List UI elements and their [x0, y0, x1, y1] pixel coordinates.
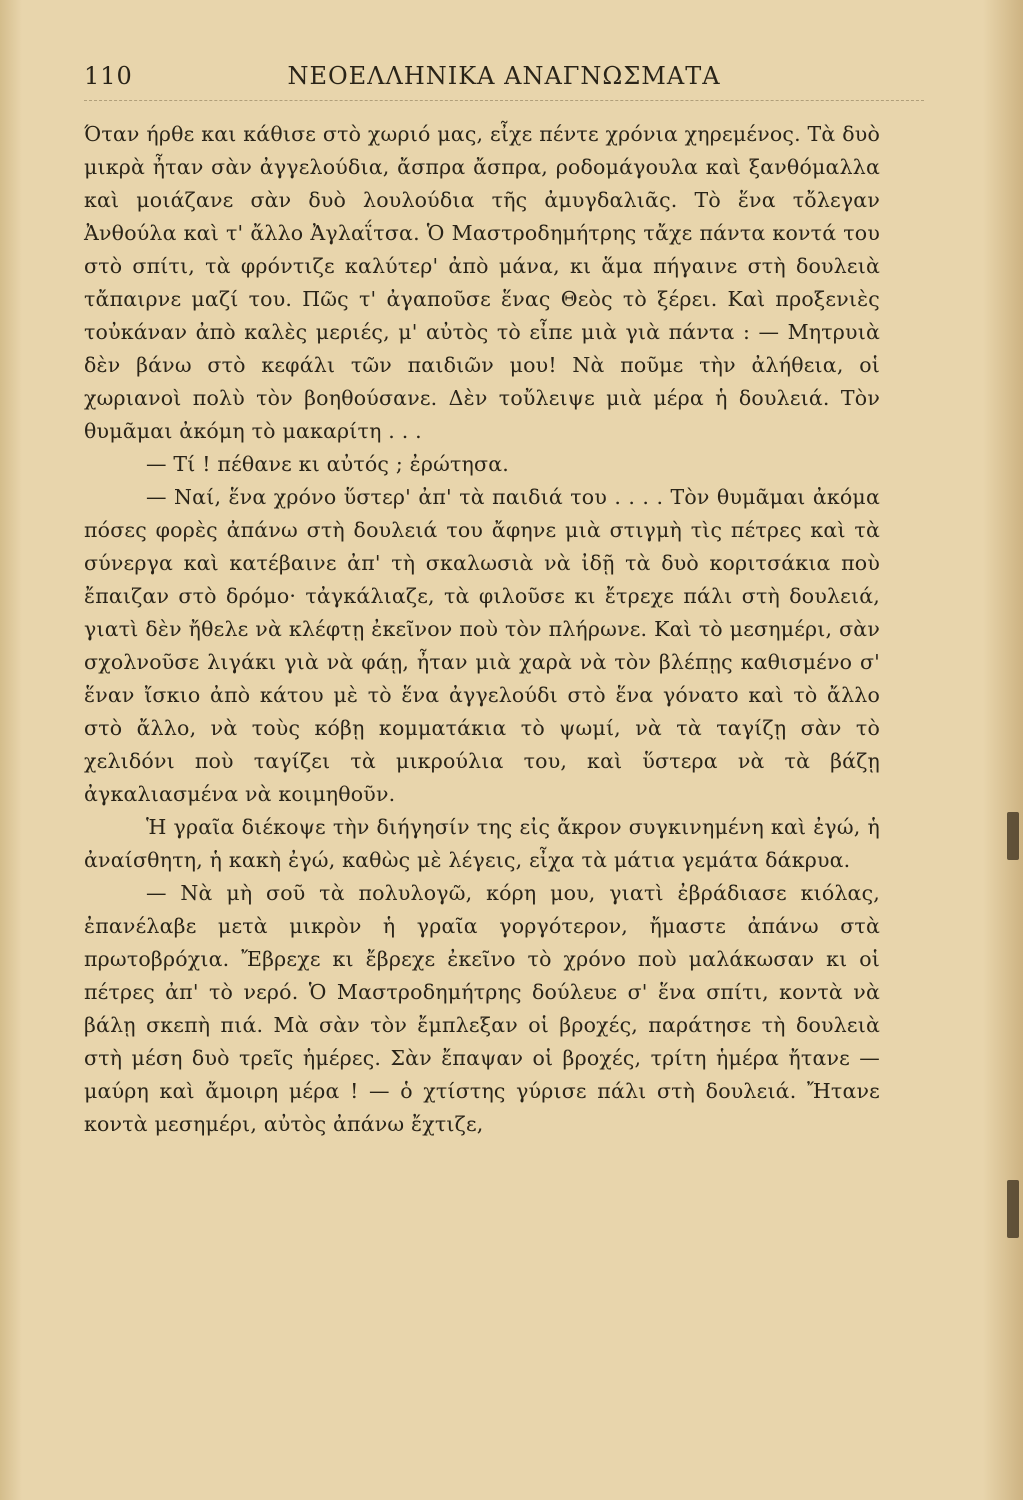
page-gutter-shadow [0, 0, 22, 1500]
header-rule [84, 100, 924, 101]
dialogue-paragraph: — Νὰ μὴ σοῦ τὰ πολυλογῶ, κόρη μου, γιατὶ ἐβράδιασε κιόλας, ἐπανέλαβε μετὰ μικρὸν ἡ γραῖα γοργότερον, ἤμαστε ἀπάνω στὰ πρωτοβρόχια. Ἔβρεχε κι ἔβρεχε ἐκεῖνο τὸ χρόνο ποὺ μαλάκωσαν κι οἱ πέτρες ἀπ' τὸ νερό. Ὁ Μαστροδημήτρης δούλευε σ' ἕνα σπίτι, κοντὰ νὰ βάλῃ σκεπὴ πιά. Μὰ σὰν τὸν ἔμπλεξαν οἱ βροχές, παράτησε τὴ δουλειὰ στὴ μέση δυὸ τρεῖς ἡμέρες. Σὰν ἔπαψαν οἱ βροχές, τρίτη ἡμέρα ἤτανε — μαύρη καὶ ἄμοιρη μέρα ! — ὁ χτίστης γύρισε πάλι στὴ δουλειά. Ἤτανε κοντὰ μεσημέρι, αὐτὸς ἀπάνω ἔχτιζε, [84, 881, 880, 1136]
page-number: 110 [84, 62, 133, 90]
page-header [84, 62, 924, 100]
body-text [84, 118, 880, 1141]
dialogue-line: — Τί ! πέθανε κι αὐτός ; ἐρώτησα. [146, 452, 509, 476]
page-edge-shadow [983, 0, 1023, 1500]
binding-mark [1007, 1180, 1019, 1238]
binding-mark [1007, 812, 1019, 860]
dialogue-paragraph: — Ναί, ἕνα χρόνο ὕστερ' ἀπ' τὰ παιδιά του . . . . Τὸν θυμᾶμαι ἀκόμα πόσες φορὲς ἀπάνω στὴ δουλειά του ἄφηνε μιὰ στιγμὴ τὶς πέτρες καὶ τὰ σύνεργα καὶ κατέβαινε ἀπ' τὴ σκαλωσιὰ νὰ ἰδῇ τὰ δυὸ κοριτσάκια ποὺ ἔπαιζαν στὸ δρόμο· τἀγκάλιαζε, τὰ φιλοῦσε κι ἔτρεχε πάλι στὴ δουλειά, γιατὶ δὲν ἤθελε νὰ κλέφτῃ ἐκεῖνον ποὺ τὸν πλήρωνε. Καὶ τὸ μεσημέρι, σὰν σχολνοῦσε λιγάκι γιὰ νὰ φάῃ, ἦταν μιὰ χαρὰ νὰ τὸν βλέπῃς καθισμένο σ' ἕναν ἴσκιο ἀπὸ κάτου μὲ τὸ ἕνα ἀγγελούδι στὸ ἕνα γόνατο καὶ τὸ ἄλλο στὸ ἄλλο, νὰ τοὺς κόβῃ κομματάκια τὸ ψωμί, νὰ τὰ ταγίζῃ σὰν τὸ χελιδόνι ποὺ ταγίζει τὰ μικρούλια του, καὶ ὕστερα νὰ τὰ βάζῃ ἀγκαλιασμένα νὰ κοιμηθοῦν. [84, 485, 880, 806]
running-title: ΝΕΟΕΛΛΗΝΙΚΑ ΑΝΑΓΝΩΣΜΑΤΑ [287, 62, 721, 90]
paragraph: Ἡ γραῖα διέκοψε τὴν διήγησίν της εἰς ἄκρον συγκινημένη καὶ ἐγώ, ἡ ἀναίσθητη, ἡ κακὴ ἐγώ, καθὼς μὲ λέγεις, εἶχα τὰ μάτια γεμάτα δάκρυα. [84, 815, 880, 872]
paragraph: Όταν ήρθε και κάθισε στὸ χωριό μας, εἶχε πέντε χρόνια χηρεμένος. Τὰ δυὸ μικρὰ ἦταν σὰν ἀγγελούδια, ἄσπρα ἄσπρα, ροδομάγουλα καὶ ξανθόμαλλα καὶ μοιάζανε σὰν δυὸ λουλούδια τῆς ἀμυγδαλιᾶς. Τὸ ἕνα τὄλεγαν Ἀνθούλα καὶ τ' ἄλλο Ἀγλαΐτσα. Ὁ Μαστροδημήτρης τἄχε πάντα κοντά του στὸ σπίτι, τὰ φρόντιζε καλύτερ' ἀπὸ μάνα, κι ἅμα πήγαινε στὴ δουλειὰ τἄπαιρνε μαζί του. Πῶς τ' ἀγαποῦσε ἕνας Θεὸς τὸ ξέρει. Καὶ προξενιὲς τοὐκάναν ἀπὸ καλὲς μεριές, μ' αὐτὸς τὸ εἶπε μιὰ γιὰ πάντα : — Μητρυιὰ δὲν βάνω στὸ κεφάλι τῶν παιδιῶν μου! Νὰ ποῦμε τὴν ἀλήθεια, οἱ χωριανοὶ πολὺ τὸν βοηθούσανε. Δὲν τοὔλειψε μιὰ μέρα ἡ δουλειά. Τὸν θυμᾶμαι ἀκόμη τὸ μακαρίτη . . . [84, 122, 880, 443]
